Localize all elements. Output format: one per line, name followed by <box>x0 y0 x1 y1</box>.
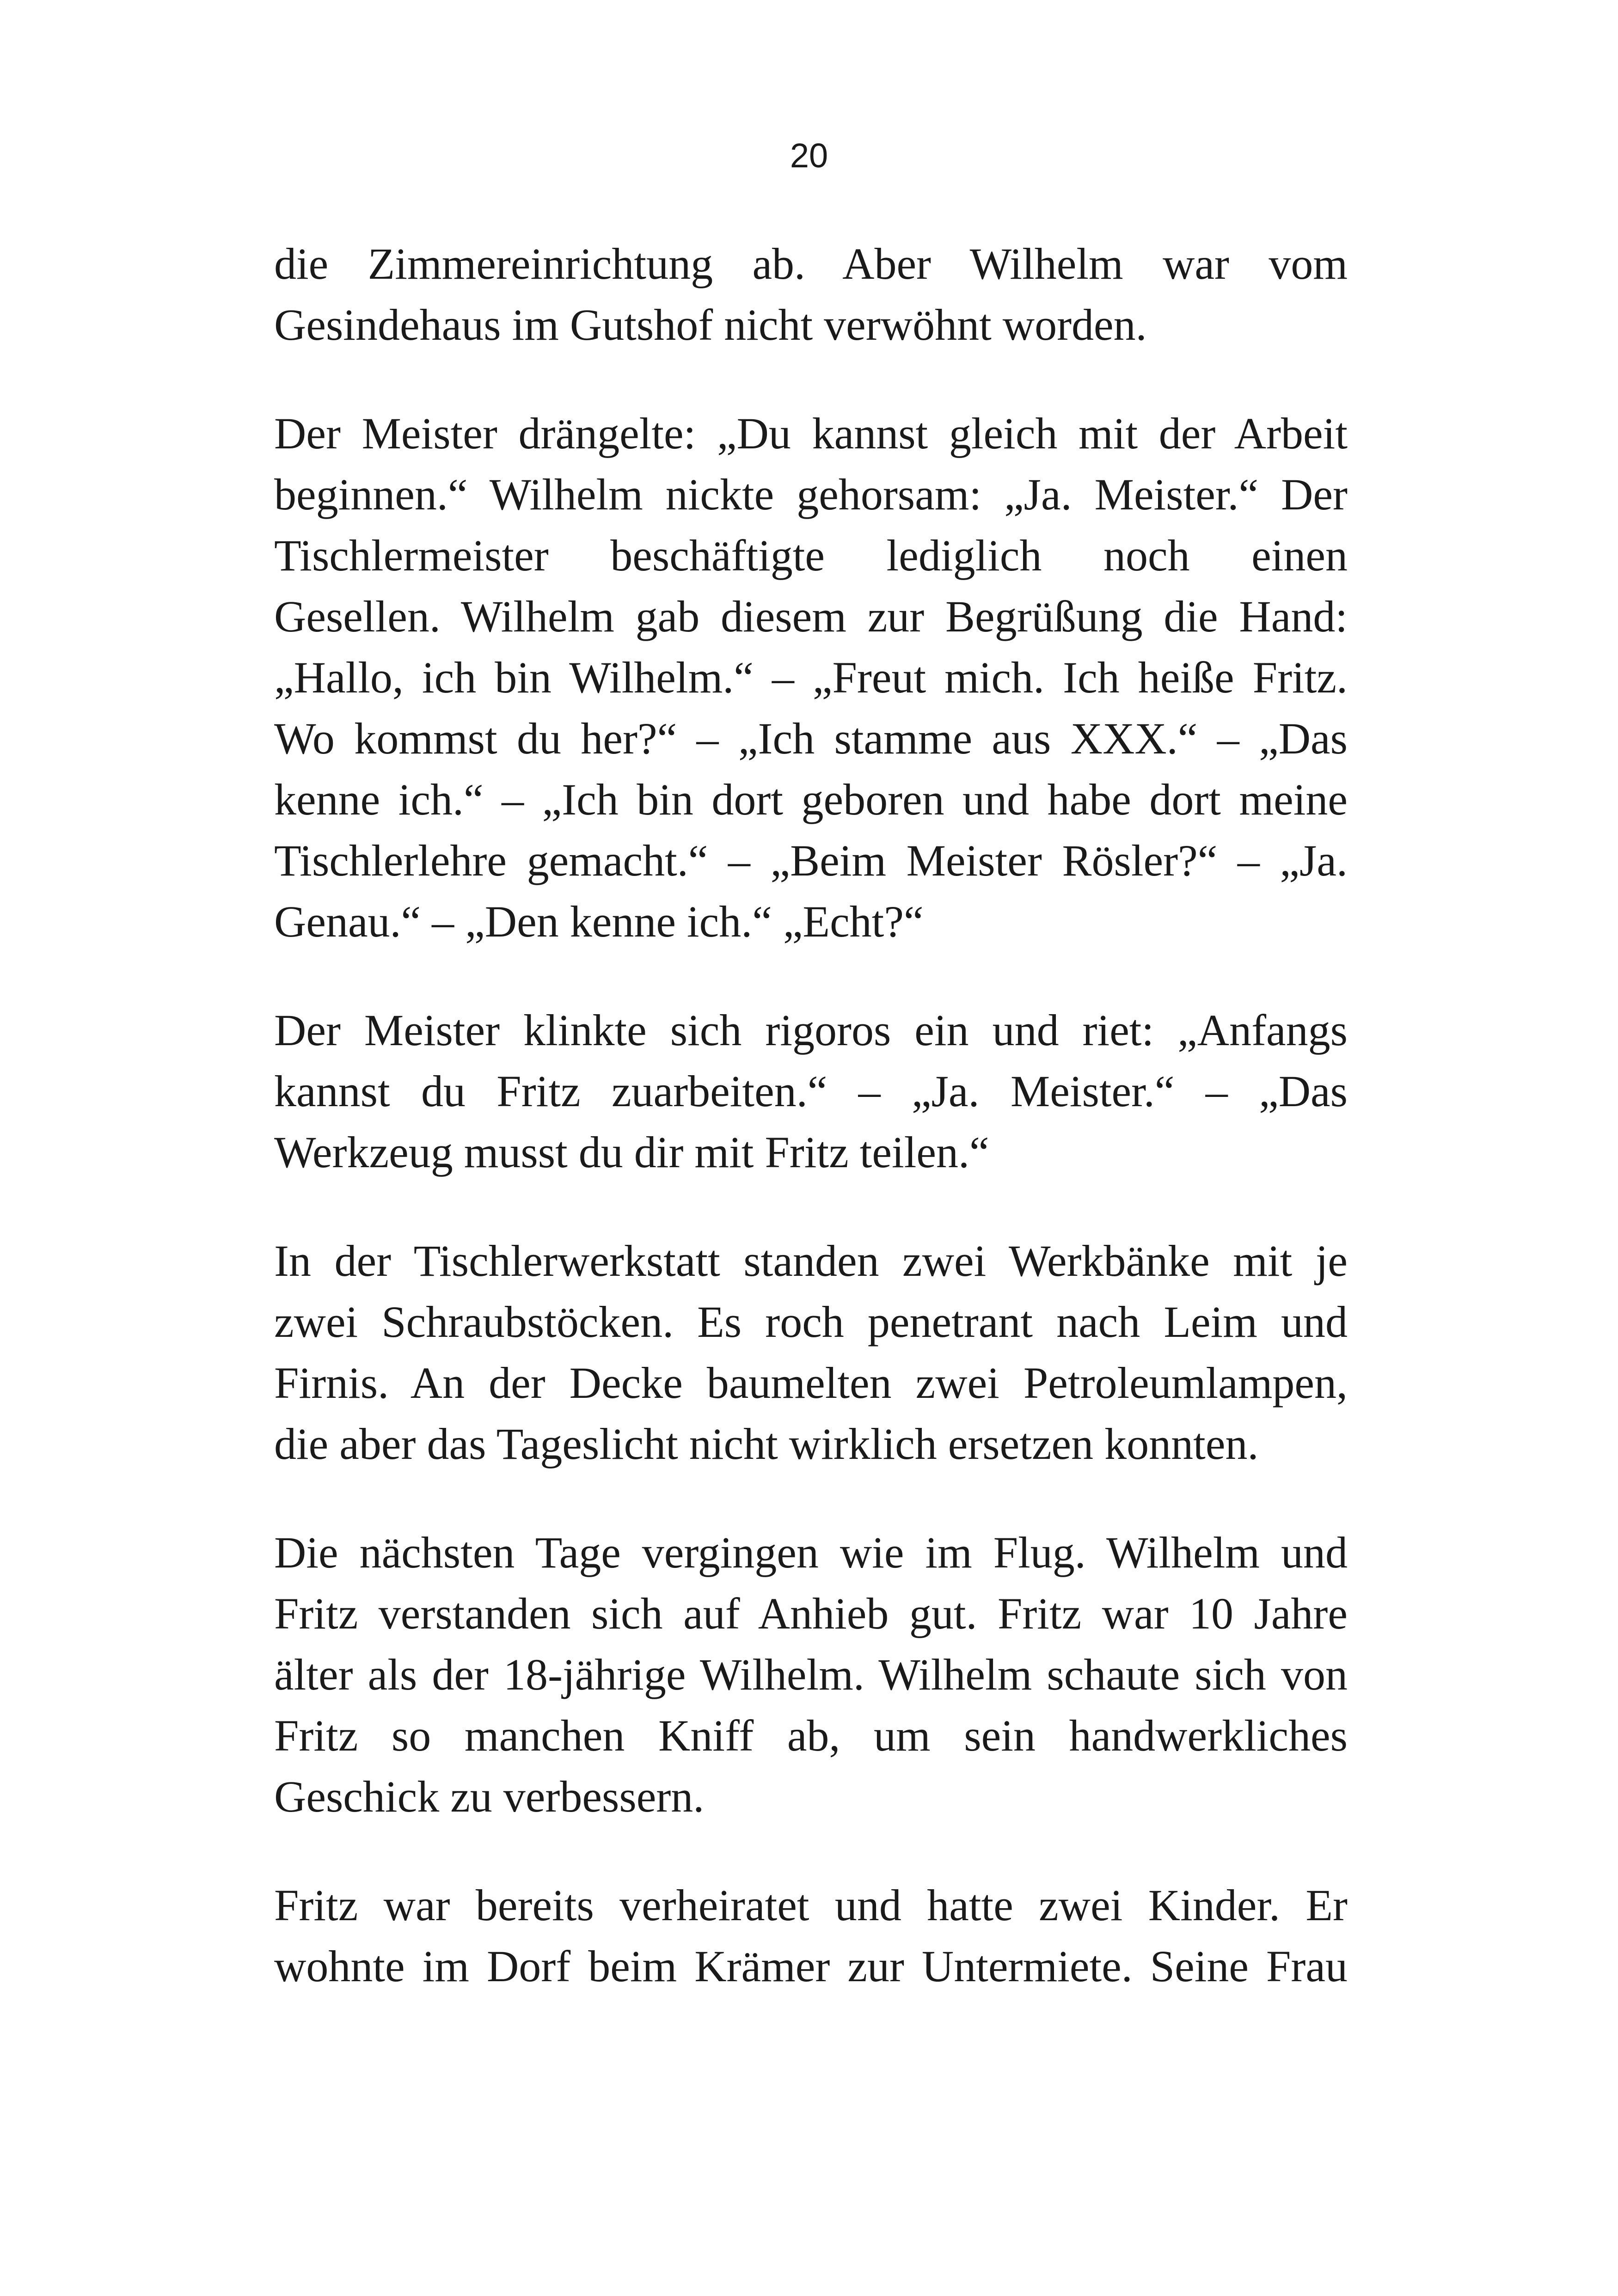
text-line: „Hallo, ich bin Wilhelm.“ – „Freut mich. Ich heiße Fritz. <box>274 653 1348 702</box>
paragraph <box>274 1875 1348 1997</box>
text-line: Gesellen. Wilhelm gab diesem zur Begrüßung die Hand: <box>274 592 1348 641</box>
text-line: Firnis. An der Decke baumelten zwei Petroleumlampen, <box>274 1358 1348 1408</box>
page-number: 20 <box>790 136 828 175</box>
text-line: wohnte im Dorf beim Krämer zur Untermiete. Seine Frau <box>274 1941 1348 1991</box>
text-line: Fritz so manchen Kniff ab, um sein handwerkliches <box>274 1711 1348 1760</box>
text-line: Geschick zu verbessern. <box>274 1772 705 1821</box>
paragraph <box>274 233 1348 355</box>
paragraph <box>274 1231 1348 1475</box>
text-line: Tischlerlehre gemacht.“ – „Beim Meister Rösler?“ – „Ja. <box>274 836 1348 885</box>
text-line: die aber das Tageslicht nicht wirklich ersetzen konnten. <box>274 1419 1259 1469</box>
text-line: kenne ich.“ – „Ich bin dort geboren und habe dort meine <box>274 775 1348 824</box>
text-line: die Zimmereinrichtung ab. Aber Wilhelm war vom <box>274 239 1348 288</box>
text-line: Tischlermeister beschäftigte lediglich noch einen <box>274 531 1348 580</box>
text-line: beginnen.“ Wilhelm nickte gehorsam: „Ja. Meister.“ Der <box>274 470 1348 519</box>
text-line: Der Meister drängelte: „Du kannst gleich mit der Arbeit <box>274 409 1348 458</box>
text-line: Wo kommst du her?“ – „Ich stamme aus XXX.“ – „Das <box>274 714 1348 763</box>
text-line: Werkzeug musst du dir mit Fritz teilen.“ <box>274 1127 989 1177</box>
text-line: Fritz verstanden sich auf Anhieb gut. Fritz war 10 Jahre <box>274 1589 1348 1638</box>
text-line: Gesindehaus im Gutshof nicht verwöhnt worden. <box>274 300 1147 349</box>
text-line: Der Meister klinkte sich rigoros ein und riet: „Anfangs <box>274 1005 1348 1055</box>
text-line: kannst du Fritz zuarbeiten.“ – „Ja. Meister.“ – „Das <box>274 1066 1348 1116</box>
text-line: Genau.“ – „Den kenne ich.“ „Echt?“ <box>274 897 924 946</box>
paragraph <box>274 1000 1348 1183</box>
text-line: Die nächsten Tage vergingen wie im Flug. Wilhelm und <box>274 1528 1348 1577</box>
paragraph <box>274 1522 1348 1827</box>
text-line: Fritz war bereits verheiratet und hatte zwei Kinder. Er <box>274 1880 1348 1930</box>
paragraph <box>274 403 1348 952</box>
text-line: zwei Schraubstöcken. Es roch penetrant nach Leim und <box>274 1297 1348 1347</box>
text-line: älter als der 18-jährige Wilhelm. Wilhelm schaute sich von <box>274 1650 1348 1699</box>
text-line: In der Tischlerwerkstatt standen zwei Werkbänke mit je <box>274 1236 1348 1286</box>
body-text <box>274 233 1348 1997</box>
